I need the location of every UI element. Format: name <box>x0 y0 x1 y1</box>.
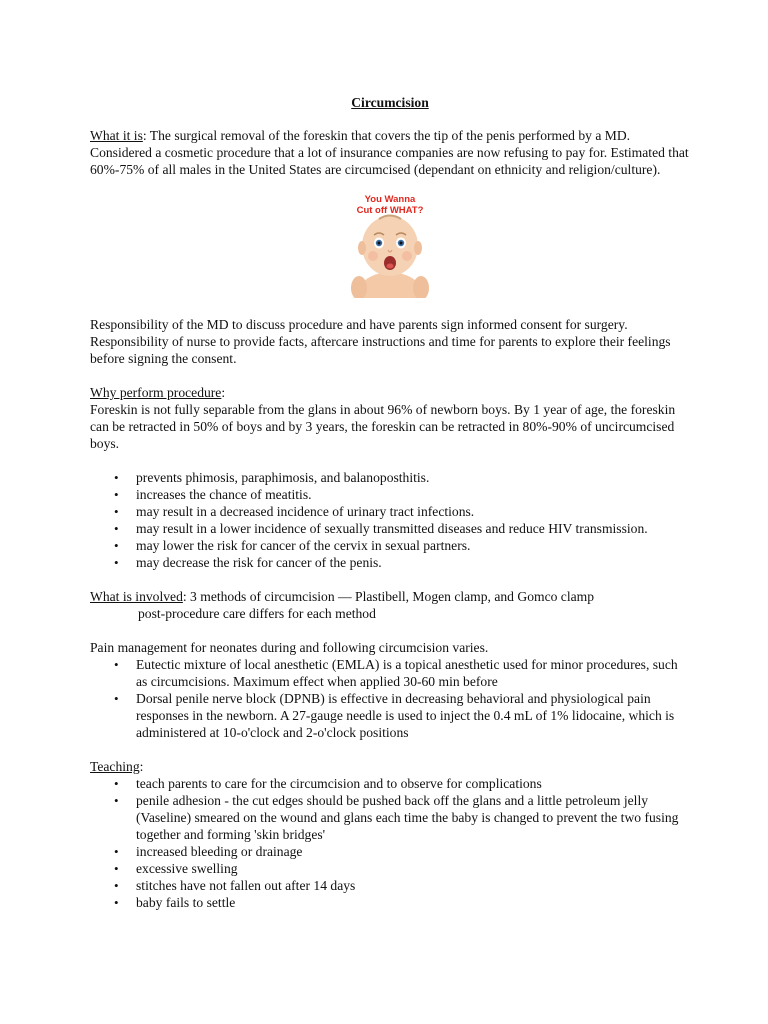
list-item: • increased bleeding or drainage <box>90 843 690 860</box>
list-item: • may decrease the risk for cancer of the penis. <box>90 554 690 571</box>
image-caption-line2: Cut off WHAT? <box>356 205 424 216</box>
involved-text: : 3 methods of circumcision — Plastibell, Mogen clamp, and Gomco clamp <box>182 589 595 604</box>
what-it-is-heading: What it is <box>90 128 143 143</box>
list-item: • may result in a lower incidence of sexually transmitted diseases and reduce HIV transmission. <box>90 520 690 537</box>
list-item: • teach parents to care for the circumcision and to observe for complications <box>90 775 690 792</box>
why-heading: Why perform procedure <box>90 385 222 400</box>
why-heading-colon: : <box>221 385 226 400</box>
list-item: • may lower the risk for cancer of the cervix in sexual partners. <box>90 537 690 554</box>
list-item: • Dorsal penile nerve block (DPNB) is effective in decreasing behavioral and physiological pain responses in the newborn. A 27-gauge needle is used to inject the 0.4 mL of 1% lidocaine, which is administered at 10-o'clock and 2-o'clock positions <box>90 690 690 741</box>
teaching-heading: Teaching <box>90 759 140 774</box>
why-paragraph: Foreskin is not fully separable from the glans in about 96% of newborn boys. By 1 year of age, the foreskin can be retracted in 50% of boys and by 3 years, the foreskin can be retracted in 80%-90% of uncircumcised boys. <box>90 402 676 451</box>
teaching-heading-line <box>90 758 690 775</box>
pain-intro: Pain management for neonates during and following circumcision varies. <box>90 640 489 655</box>
document-title: Circumcision <box>351 95 429 110</box>
why-bullet-list <box>90 469 690 571</box>
list-item: • increases the chance of meatitis. <box>90 486 690 503</box>
involved-line <box>90 588 690 605</box>
image-caption-line1: You Wanna <box>364 194 416 205</box>
responsibility-paragraph: Responsibility of the MD to discuss procedure and have parents sign informed consent for surgery. Responsibility of nurse to provide facts, aftercare instructions and time for parents to explore their feelings before signing the consent. <box>90 317 671 366</box>
baby-image <box>90 192 690 298</box>
what-it-is-text: : The surgical removal of the foreskin that covers the tip of the penis performed by a MD. Considered a cosmetic procedure that a lot of insurance companies are now refusing to pay for. Estimated that 60%-75% of all males in the United States are circumcised (dependant on ethnicity and religion/culture). <box>90 128 689 177</box>
list-item: • baby fails to settle <box>90 894 690 911</box>
what-it-is-paragraph <box>90 127 690 178</box>
involved-section <box>90 588 690 622</box>
why-section <box>90 384 690 571</box>
involved-heading: What is involved <box>90 589 183 604</box>
list-item: • excessive swelling <box>90 860 690 877</box>
why-heading-line <box>90 384 690 401</box>
involved-subline: post-procedure care differs for each method <box>138 606 376 621</box>
pain-bullet-list <box>90 656 690 741</box>
list-item: • Eutectic mixture of local anesthetic (EMLA) is a topical anesthetic used for minor procedures, such as circumcisions. Maximum effect when applied 30-60 min before <box>90 656 690 690</box>
teaching-bullet-list <box>90 775 690 911</box>
list-item: • penile adhesion - the cut edges should be pushed back off the glans and a little petroleum jelly (Vaseline) smeared on the wound and glans each time the baby is changed to prevent the two fusing together and forming 'skin bridges' <box>90 792 690 843</box>
pain-section <box>90 639 690 741</box>
teaching-heading-colon: : <box>139 759 144 774</box>
list-item: • may result in a decreased incidence of urinary tract infections. <box>90 503 690 520</box>
list-item: • stitches have not fallen out after 14 days <box>90 877 690 894</box>
surprised-baby-illustration <box>335 192 445 298</box>
teaching-section <box>90 758 690 911</box>
list-item: • prevents phimosis, paraphimosis, and balanoposthitis. <box>90 469 690 486</box>
document-page <box>90 94 690 911</box>
